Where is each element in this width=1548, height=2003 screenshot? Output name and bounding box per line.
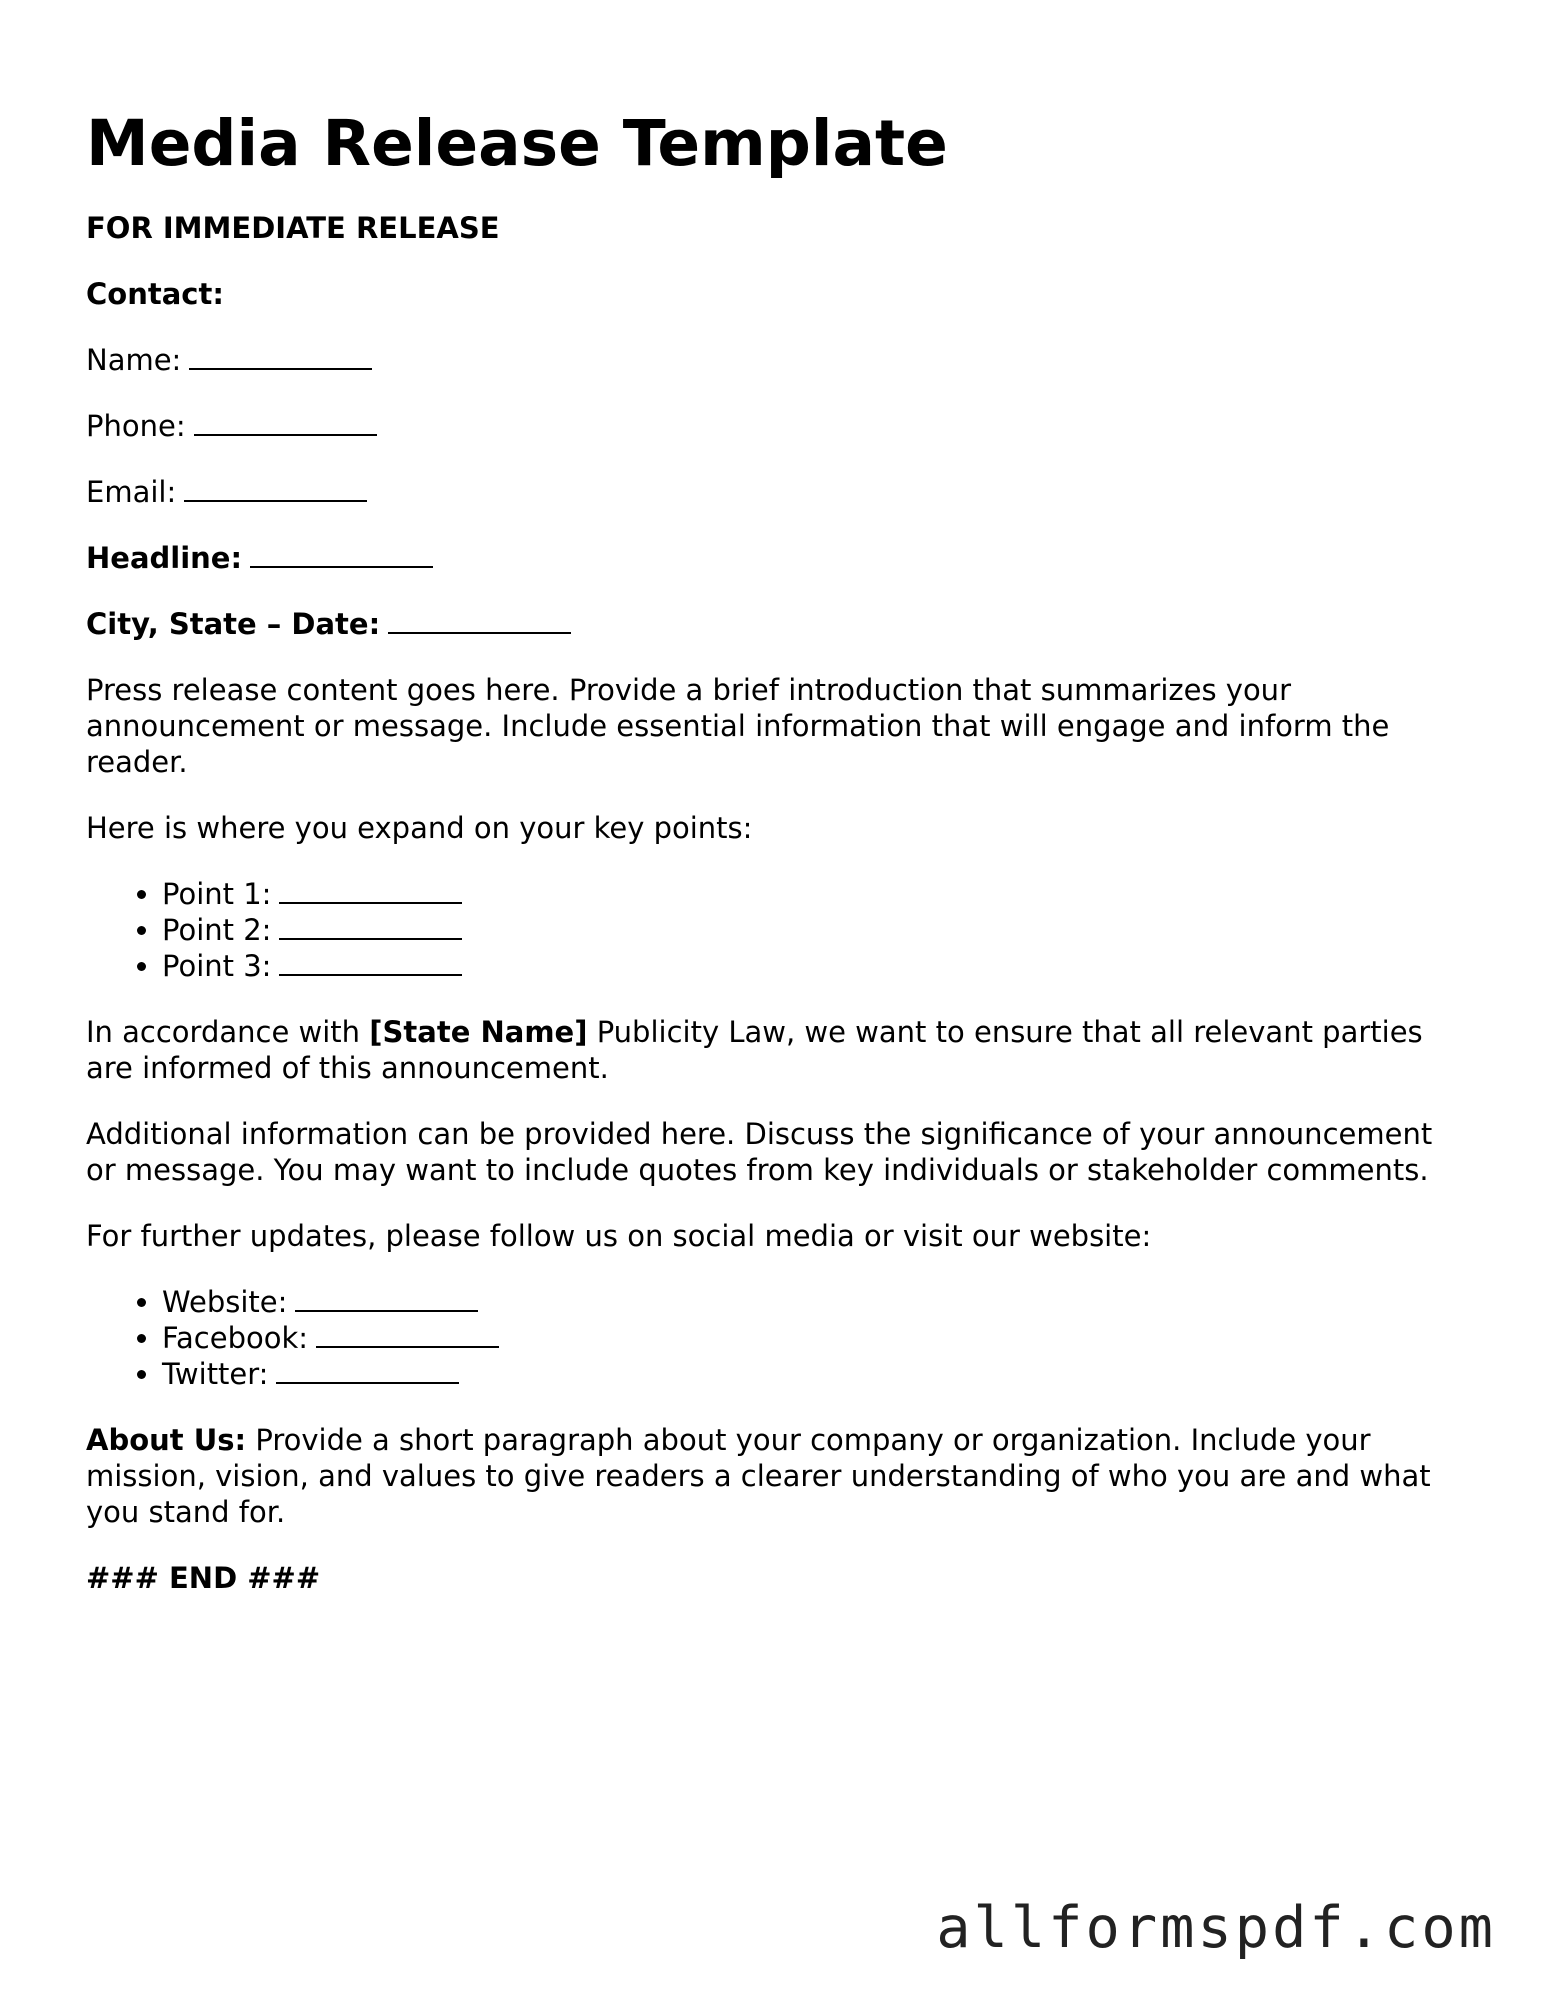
list-item: • Point 3: bbox=[162, 948, 1466, 984]
facebook-blank[interactable] bbox=[316, 1320, 499, 1348]
name-blank[interactable] bbox=[189, 342, 372, 370]
about-paragraph bbox=[86, 1422, 1466, 1530]
email-label: Email: bbox=[86, 475, 177, 509]
city-state-date-label: City, State – Date: bbox=[86, 607, 381, 641]
twitter-blank[interactable] bbox=[276, 1356, 459, 1384]
contact-email-line bbox=[86, 474, 1466, 510]
social-links-list bbox=[86, 1284, 1466, 1392]
contact-phone-line bbox=[86, 408, 1466, 444]
website-blank[interactable] bbox=[295, 1284, 478, 1312]
headline-blank[interactable] bbox=[250, 540, 433, 568]
contact-heading: Contact: bbox=[86, 277, 224, 311]
point-blank[interactable] bbox=[279, 912, 462, 940]
contact-name-line bbox=[86, 342, 1466, 378]
intro-paragraph: Press release content goes here. Provide a brief introduction that summarizes your announcement or message. Include essential information that will engage and inform the reader. bbox=[86, 673, 1390, 779]
list-item: • Website: bbox=[162, 1284, 1466, 1320]
headline-line bbox=[86, 540, 1466, 576]
point-blank[interactable] bbox=[279, 876, 462, 904]
key-points-intro: Here is where you expand on your key points: bbox=[86, 811, 753, 845]
email-blank[interactable] bbox=[184, 474, 367, 502]
headline-label: Headline: bbox=[86, 541, 243, 575]
list-item: • Twitter: bbox=[162, 1356, 1466, 1392]
list-item: • Point 2: bbox=[162, 912, 1466, 948]
watermark: allformspdf.com bbox=[936, 1895, 1496, 1961]
release-label: FOR IMMEDIATE RELEASE bbox=[86, 211, 500, 245]
point-blank[interactable] bbox=[279, 948, 462, 976]
list-item: • Point 1: bbox=[162, 876, 1466, 912]
social-intro: For further updates, please follow us on social media or visit our website: bbox=[86, 1219, 1152, 1253]
about-label: About Us: bbox=[86, 1423, 247, 1457]
additional-paragraph: Additional information can be provided here. Discuss the significance of your announcement or message. You may want to include quotes from key individuals or stakeholder comments. bbox=[86, 1117, 1433, 1187]
name-label: Name: bbox=[86, 343, 182, 377]
page-title: Media Release Template bbox=[86, 107, 948, 180]
end-marker: ### END ### bbox=[86, 1561, 321, 1595]
state-name-placeholder: [State Name] bbox=[369, 1015, 588, 1049]
document-page bbox=[86, 104, 1466, 1626]
publicity-paragraph: In accordance with [State Name] Publicity Law, we want to ensure that all relevant parties are informed of this announcement. bbox=[86, 1015, 1423, 1085]
city-state-date-blank[interactable] bbox=[388, 606, 571, 634]
phone-blank[interactable] bbox=[194, 408, 377, 436]
about-text: Provide a short paragraph about your company or organization. Include your mission, vision, and values to give readers a clearer understanding of who you are and what you stand for. bbox=[86, 1423, 1431, 1529]
list-item: • Facebook: bbox=[162, 1320, 1466, 1356]
phone-label: Phone: bbox=[86, 409, 186, 443]
city-state-date-line bbox=[86, 606, 1466, 642]
key-points-list bbox=[86, 876, 1466, 984]
